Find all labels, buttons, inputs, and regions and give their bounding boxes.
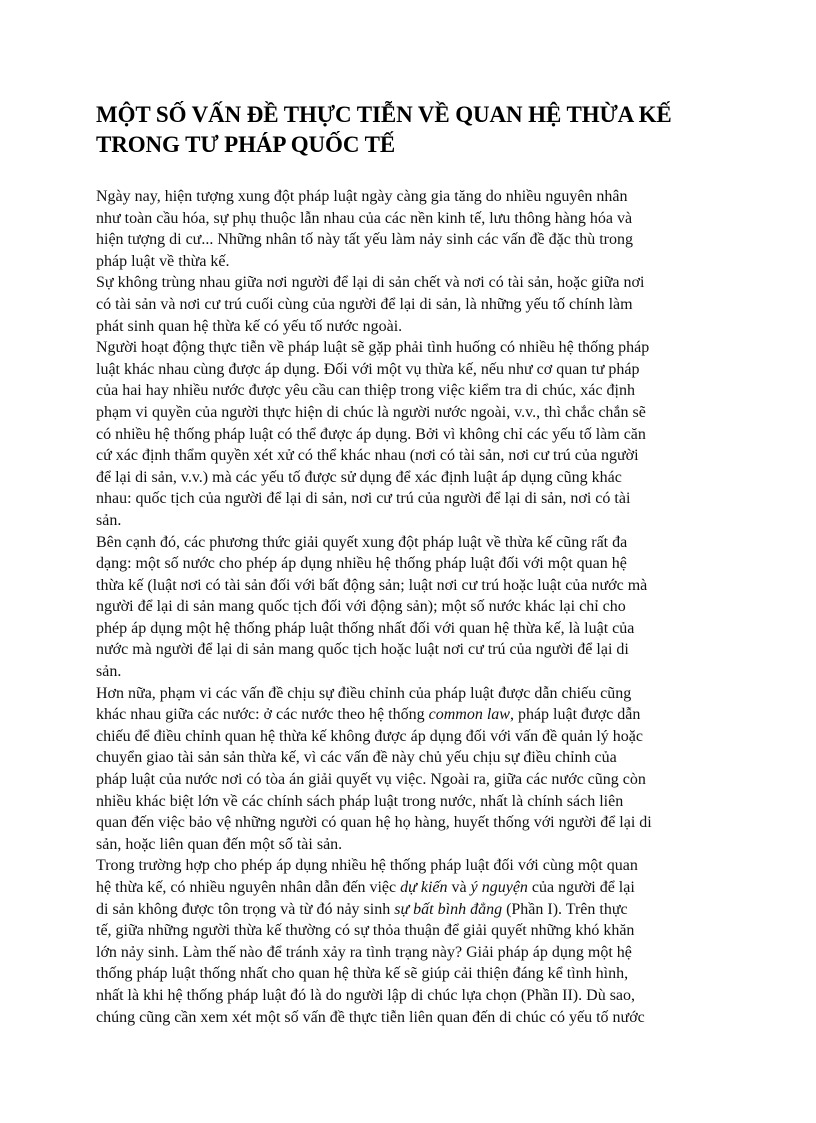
text-line: của hai hay nhiều nước được yêu cầu can thiệp trong việc kiểm tra di chúc, xác định — [96, 382, 635, 400]
text-line: chiếu để điều chỉnh quan hệ thừa kế không được áp dụng đối với vấn đề quản lý hoặc — [96, 727, 644, 745]
text-line: dạng: một số nước cho phép áp dụng nhiều hệ thống pháp luật đối với một quan hệ — [96, 555, 627, 573]
text-run: , pháp luật được dẫn — [509, 706, 641, 724]
text-line: nhau: quốc tịch của người để lại di sản, nơi cư trú của người để lại di sản, nơi có tài — [96, 490, 631, 508]
italic-term: ý nguyện — [470, 879, 528, 896]
text-line: pháp luật về thừa kế. — [96, 252, 230, 270]
paragraph-6 — [96, 855, 736, 1028]
text-line — [96, 899, 736, 921]
text-run: của người để lại — [527, 879, 635, 896]
text-line: nhiều khác biệt lớn về các chính sách pháp luật trong nước, nhất là chính sách liên — [96, 792, 624, 810]
text-line: tế, giữa những người thừa kế thường có sự thỏa thuận để giải quyết những khó khăn — [96, 922, 635, 940]
text-line: hiện tượng di cư... Những nhân tố này tất yếu làm nảy sinh các vấn đề đặc thù trong — [96, 231, 634, 249]
text-line: phát sinh quan hệ thừa kế có yếu tố nước ngoài. — [96, 317, 403, 335]
text-line: luật khác nhau cùng được áp dụng. Đối với một vụ thừa kế, nếu như cơ quan tư pháp — [96, 360, 640, 378]
text-run: di sản không được tôn trọng và từ đó nảy sinh — [96, 900, 395, 918]
text-line: cứ xác định thẩm quyền xét xử có thể khác nhau (nơi có tài sản, nơi cư trú của người — [96, 447, 639, 465]
text-line: Bên cạnh đó, các phương thức giải quyết xung đột pháp luật về thừa kế cũng rất đa — [96, 533, 628, 551]
text-line: phạm vi quyền của người thực hiện di chúc là người nước ngoài, v.v., thì chắc chắn sẽ — [96, 403, 646, 421]
paragraph-3 — [96, 337, 736, 531]
text-run: khác nhau giữa các nước: ở các nước theo hệ thống — [96, 706, 429, 724]
text-line — [96, 704, 736, 726]
text-line: Ngày nay, hiện tượng xung đột pháp luật ngày càng gia tăng do nhiều nguyên nhân — [96, 188, 628, 205]
text-line: sản. — [96, 511, 122, 529]
text-run: hệ thừa kế, có nhiều nguyên nhân dẫn đến việc — [96, 879, 401, 896]
text-line: chúng cũng cần xem xét một số vấn đề thực tiễn liên quan đến di chúc có yếu tố nước — [96, 1008, 645, 1026]
text-line: Trong trường hợp cho phép áp dụng nhiều hệ thống pháp luật đối với cùng một quan — [96, 857, 638, 875]
text-line: nhất là khi hệ thống pháp luật đó là do người lập di chúc lựa chọn (Phần II). Dù sao, — [96, 986, 636, 1004]
text-line: để lại di sản, v.v.) mà các yếu tố được sử dụng để xác định luật áp dụng cũng khác — [96, 468, 622, 486]
italic-term: dự kiến — [400, 879, 448, 896]
paragraph-4 — [96, 532, 736, 683]
text-line: sản. — [96, 663, 122, 681]
text-line: phép áp dụng một hệ thống pháp luật thống nhất đối với quan hệ thừa kế, là luật của — [96, 619, 635, 637]
text-line — [96, 877, 736, 899]
italic-term: sự bất bình đẳng — [394, 900, 503, 918]
text-line: Sự không trùng nhau giữa nơi người để lại di sản chết và nơi có tài sản, hoặc giữa nơi — [96, 274, 645, 292]
text-run: và — [447, 879, 471, 896]
text-line: thừa kế (luật nơi có tài sản đối với bất động sản; luật nơi cư trú hoặc luật của nước mà — [96, 576, 648, 594]
title-line-2: TRONG TƯ PHÁP QUỐC TẾ — [96, 132, 396, 157]
title-line-1: MỘT SỐ VẤN ĐỀ THỰC TIỄN VỀ QUAN HỆ THỪA KẾ — [96, 102, 672, 127]
paragraph-2 — [96, 272, 736, 337]
document-title — [96, 100, 736, 160]
italic-term: common law — [428, 706, 510, 724]
text-line: người để lại di sản mang quốc tịch đối với động sản); một số nước khác lại chỉ cho — [96, 598, 626, 616]
text-line: Người hoạt động thực tiễn về pháp luật sẽ gặp phải tình huống có nhiều hệ thống pháp — [96, 339, 650, 357]
text-line: sản, hoặc liên quan đến một số tài sản. — [96, 835, 343, 853]
text-line: có tài sản và nơi cư trú cuối cùng của người để lại di sản, là những yếu tố chính làm — [96, 295, 633, 313]
text-line: Hơn nữa, phạm vi các vấn đề chịu sự điều chỉnh của pháp luật được dẫn chiếu cũng — [96, 684, 632, 702]
text-line: quan đến việc bảo vệ những người có quan hệ họ hàng, huyết thống với người để lại di — [96, 814, 652, 832]
text-line: có nhiều hệ thống pháp luật có thể được áp dụng. Bởi vì không chỉ các yếu tố làm căn — [96, 425, 646, 443]
text-line: nước mà người để lại di sản mang quốc tịch hoặc luật nơi cư trú của người để lại di — [96, 641, 629, 659]
text-line: pháp luật của nước nơi có tòa án giải quyết vụ việc. Ngoài ra, giữa các nước cũng còn — [96, 771, 646, 789]
text-line: như toàn cầu hóa, sự phụ thuộc lẫn nhau của các nền kinh tế, lưu thông hàng hóa và — [96, 209, 633, 227]
paragraph-1 — [96, 186, 736, 272]
text-line: lớn nảy sinh. Làm thế nào để tránh xảy ra tình trạng này? Giải pháp áp dụng một hệ — [96, 943, 632, 961]
text-line: thống pháp luật thống nhất cho quan hệ thừa kế sẽ giúp cải thiện đáng kể tình hình, — [96, 965, 629, 983]
paragraph-5 — [96, 683, 736, 856]
text-line: chuyển giao tài sản sản thừa kế, vì các vấn đề này chủ yếu chịu sự điều chỉnh của — [96, 749, 617, 767]
text-run: (Phần I). Trên thực — [502, 900, 628, 918]
